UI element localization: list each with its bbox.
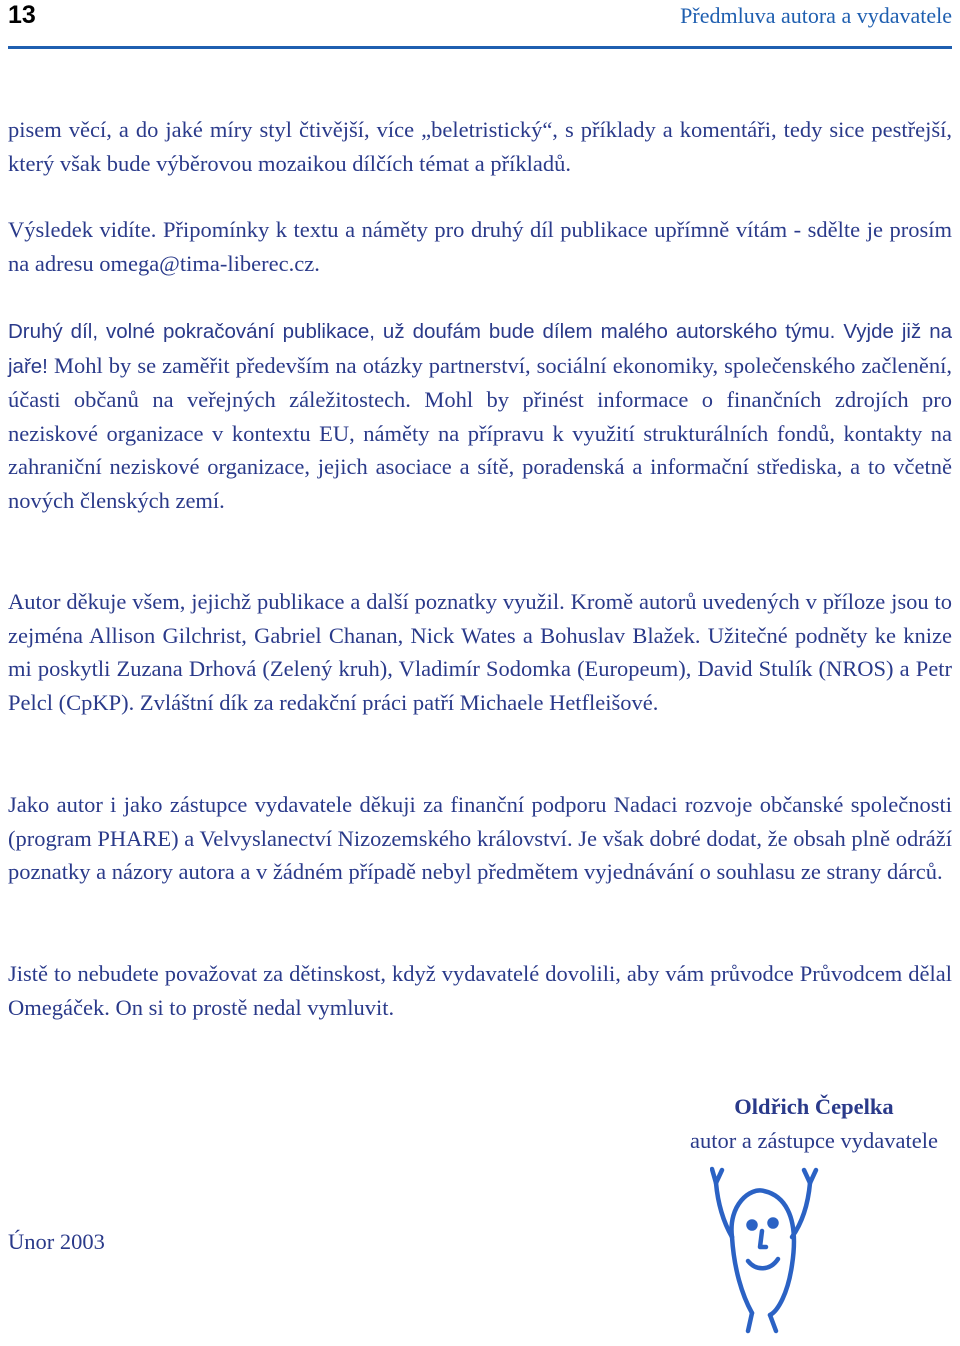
paragraph-feedback: Výsledek vidíte. Připomínky k textu a náměty pro druhý díl publikace upřímně vítám - sdělte je prosím na adresu omega@tima-liberec.cz. [8,217,952,276]
second-volume-body: Mohl by se zaměřit především na otázky partnerství, sociální ekonomiky, společenského začlenění, účasti občanů na veřejných záležitostech. Mohl by přinést informace o finančních zdrojích pro neziskové organizace v kontextu EU, náměty na přípravu k využití strukturálních fondů, kontakty na zahraniční neziskové organizace, jejich asociace a sítě, poradenská a informační střediska, a to včetně nových členských zemí. [8,352,952,513]
paragraph-acknowledgements: Autor děkuje všem, jejichž publikace a další poznatky využil. Kromě autorů uvedených v příloze jsou to zejména Allison Gilchrist, Gabriel Chanan, Nick Wates a Bohuslav Blažek. Užitečné podněty ke knize mi poskytli Zuzana Drhová (Zelený kruh), Vladimír Sodomka (Europeum), David Stulík (NROS) a Petr Pelcl (CpKP). Zvláštní dík za redakční práci patří Michaele Hetfleišové. [8,589,952,715]
second-volume-lead: Druhý díl, volné pokračování publikace, už doufám bude dílem malého autorského týmu. Vyjde již na jaře! [8,320,952,378]
signature-name: Oldřich Čepelka [734,1094,894,1119]
date: Únor 2003 [8,1229,105,1254]
signature-block [690,1090,938,1158]
page-number: 13 [8,1,36,29]
paragraph-second-volume [8,314,952,517]
signature-role: autor a zástupce vydavatele [690,1128,938,1153]
running-head: Předmluva autora a vydavatele [680,3,952,28]
header-rule [8,46,952,49]
omegacek-mascot-icon [710,1165,820,1335]
paragraph-funding: Jako autor i jako zástupce vydavatele děkuji za finanční podporu Nadaci rozvoje občanské společnosti (program PHARE) a Velvyslanectví Nizozemského království. Je však dobré dodat, že obsah plně odráží poznatky a názory autora a v žádném případě nebyl předmětem vyjednávání o souhlasu ze strany dárců. [8,792,952,884]
paragraph-omegacek: Jistě to nebudete považovat za dětinskost, když vydavatelé dovolili, aby vám průvodce Průvodcem dělal Omegáček. On si to prostě nedal vymluvit. [8,961,952,1020]
paragraph-intro-continued: pisem věcí, a do jaké míry styl čtivější, více „beletristický“, s příklady a komentáři, tedy sice pestřejší, který však bude výběrovou mozaikou dílčích témat a příkladů. [8,117,952,176]
